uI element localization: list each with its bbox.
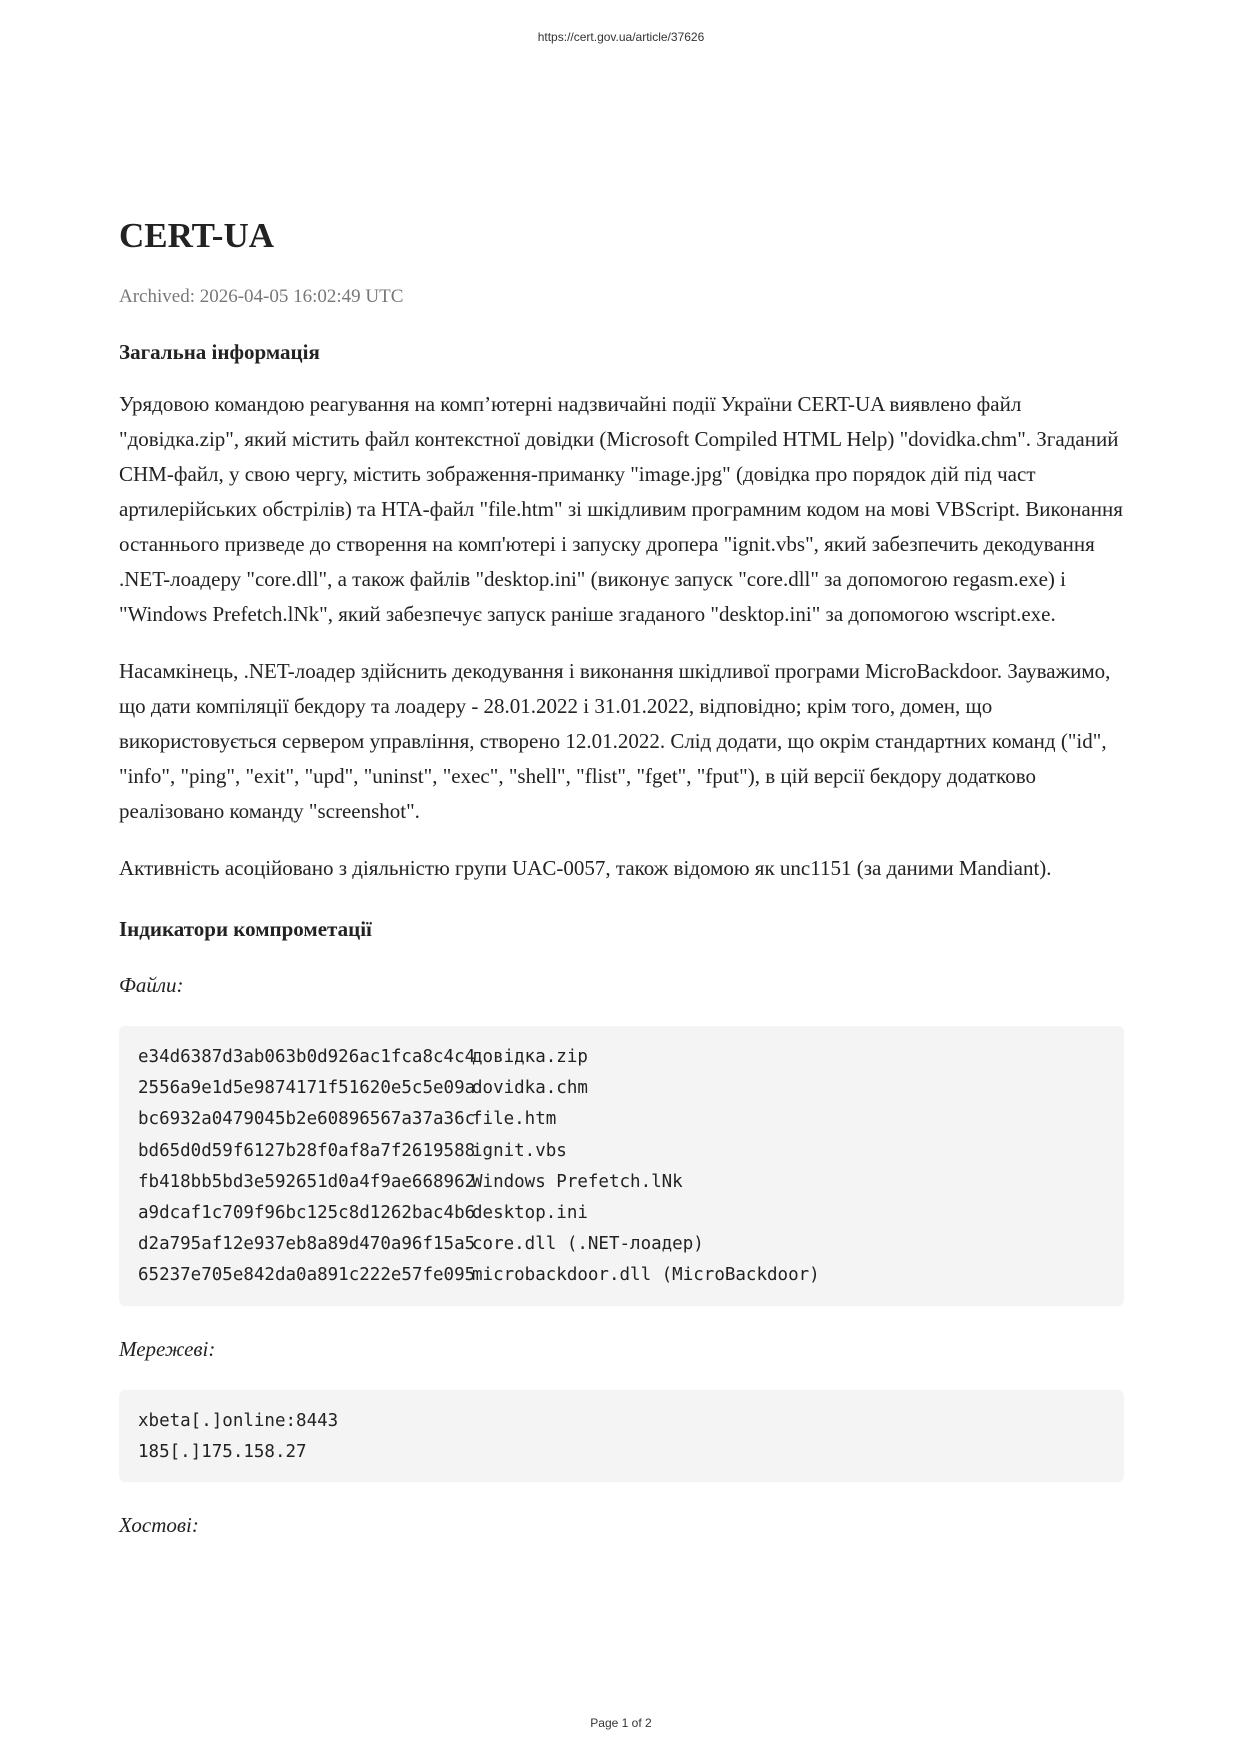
file-name: довідка.zip — [472, 1047, 588, 1067]
file-hash: 65237e705e842da0a891c222e57fe095 — [138, 1265, 476, 1286]
file-hash: d2a795af12e937eb8a89d470a96f15a5 — [138, 1234, 476, 1255]
network-code-block — [119, 1390, 1124, 1482]
file-name: core.dll (.NET-лоадер) — [472, 1234, 704, 1255]
paragraph-2: Насамкінець, .NET-лоадер здійснить декодування і виконання шкідливої програми MicroBackdoor. Зауважимо, що дати компіляції бекдору та лоадеру - 28.01.2022 і 31.01.2022, відповідно; крім того, домен, що використовується сервером управління, створено 12.01.2022. Слід додати, що окрім стандартних команд ("id", "info", "ping", "exit", "upd", "uninst", "exec", "shell", "flist", "fget", "fput"), в цій версії бекдору додатково реалізовано команду "screenshot". — [119, 659, 1111, 823]
file-row — [138, 1260, 1105, 1291]
ioc-heading: Індикатори компрометації — [119, 917, 372, 941]
file-hash: 2556a9e1d5e9874171f51620e5c5e09a — [138, 1078, 476, 1099]
files-label: Файли: — [119, 973, 184, 997]
file-hash: bd65d0d59f6127b28f0af8a7f2619588 — [138, 1140, 476, 1161]
file-row — [138, 1073, 1105, 1104]
file-name: dovidka.chm — [472, 1078, 588, 1099]
file-row — [138, 1167, 1105, 1198]
file-name: desktop.ini — [472, 1203, 588, 1224]
file-hash: fb418bb5bd3e592651d0a4f9ae668962 — [138, 1171, 476, 1192]
page-url: https://cert.gov.ua/article/37626 — [537, 30, 705, 44]
file-hash: bc6932a0479045b2e60896567a37a36c — [138, 1109, 476, 1130]
host-label: Хостові: — [119, 1513, 199, 1538]
file-row — [138, 1136, 1105, 1167]
page-number: Page 1 of 2 — [590, 1716, 652, 1730]
file-hash: a9dcaf1c709f96bc125c8d1262bac4b6 — [138, 1203, 476, 1224]
network-indicator: 185[.]175.158.27 — [138, 1441, 307, 1462]
file-row — [138, 1229, 1105, 1260]
page-title: CERT-UA — [119, 216, 275, 255]
file-name: microbackdoor.dll (MicroBackdoor) — [472, 1265, 820, 1286]
paragraph-1: Урядовою командою реагування на комп’ютерні надзвичайні події України CERT-UA виявлено файл "довідка.zip", який містить файл контекстної довідки (Microsoft Compiled HTML Help) "dovidka.chm". Згаданий CHM-файл, у свою чергу, містить зображення-приманку "image.jpg" (довідка про порядок дій під част артилерійських обстрілів) та HTA-файл "file.htm" зі шкідливим програмним кодом на мові VBScript. Виконання останнього призведе до створення на комп'ютері і запуску дропера "ignit.vbs", який забезпечить декодування .NET-лоадеру "core.dll", а також файлів "desktop.ini" (виконує запуск "core.dll" за допомогою regasm.exe) і "Windows Prefetch.lNk", який забезпечує запуск раніше згаданого "desktop.ini" за допомогою wscript.exe. — [119, 392, 1123, 626]
file-row — [138, 1042, 1105, 1073]
file-row — [138, 1198, 1105, 1229]
files-code-block — [119, 1026, 1124, 1306]
file-row — [138, 1104, 1105, 1135]
file-name: file.htm — [472, 1109, 557, 1130]
network-label: Мережеві: — [119, 1336, 216, 1361]
network-indicator: xbeta[.]online:8443 — [138, 1410, 339, 1431]
file-hash: e34d6387d3ab063b0d926ac1fca8c4c4 — [138, 1047, 476, 1067]
article — [119, 214, 1124, 1538]
paragraph-3: Активність асоційовано з діяльністю групи UAC-0057, також відомою як unc1151 (за даними Mandiant). — [119, 856, 1052, 880]
file-name: ignit.vbs — [472, 1140, 567, 1161]
archived-timestamp: Archived: 2026-04-05 16:02:49 UTC — [119, 286, 404, 307]
general-info-heading: Загальна інформація — [119, 340, 320, 364]
file-name: Windows Prefetch.lNk — [472, 1171, 683, 1192]
